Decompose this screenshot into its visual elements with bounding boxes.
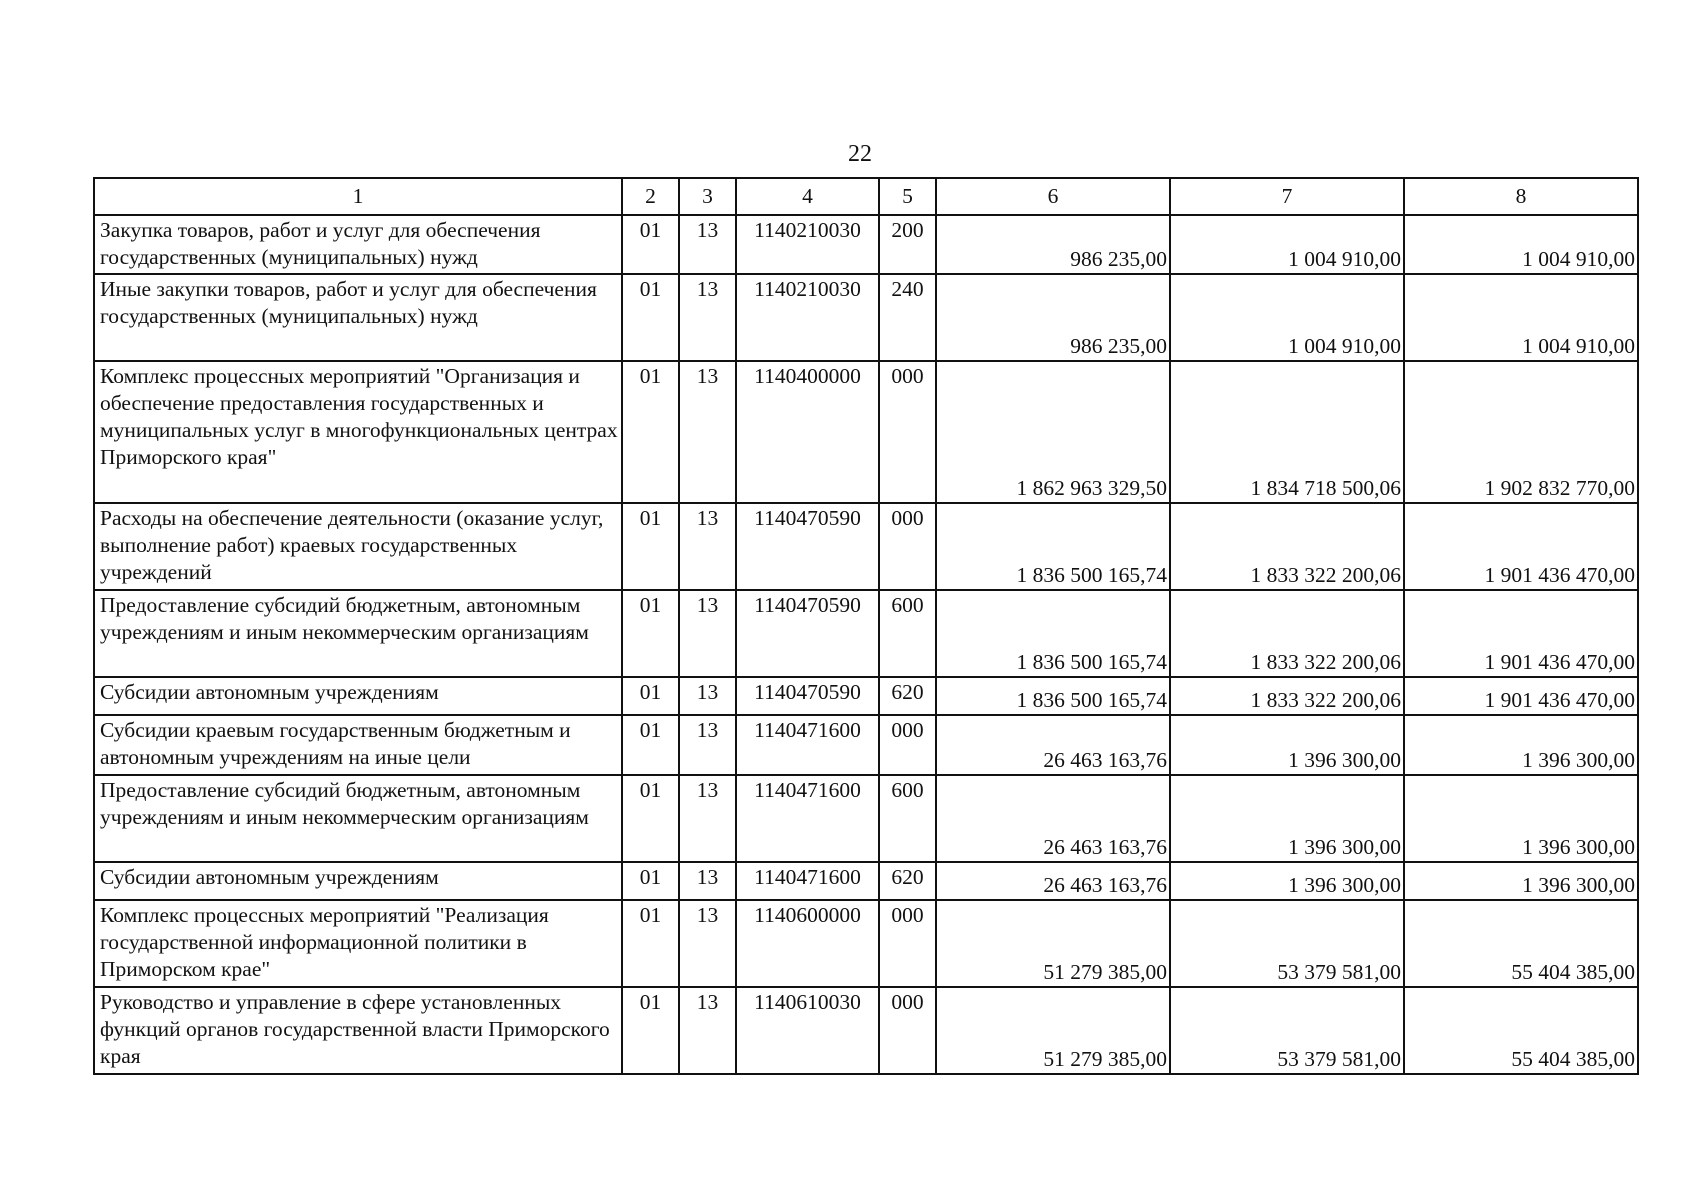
target-article-code: 1140470590: [736, 503, 879, 590]
expense-type-code: 000: [879, 503, 936, 590]
amount-col-8: 1 396 300,00: [1404, 715, 1638, 775]
amount-col-6: 26 463 163,76: [936, 715, 1170, 775]
page-number: 22: [848, 141, 872, 167]
expense-name: Предоставление субсидий бюджетным, автономным учреждениям и иным некоммерческим организациям: [94, 590, 622, 677]
section-code: 01: [622, 274, 679, 361]
expense-type-code: 600: [879, 775, 936, 862]
target-article-code: 1140470590: [736, 677, 879, 715]
amount-col-6: 51 279 385,00: [936, 900, 1170, 987]
amount-col-6: 986 235,00: [936, 215, 1170, 274]
table-row: [94, 215, 1638, 274]
subsection-code: 13: [679, 590, 736, 677]
column-header: 5: [879, 178, 936, 215]
table-row: [94, 775, 1638, 862]
subsection-code: 13: [679, 274, 736, 361]
amount-col-8: 55 404 385,00: [1404, 987, 1638, 1074]
column-header: 8: [1404, 178, 1638, 215]
amount-col-7: 53 379 581,00: [1170, 987, 1404, 1074]
table-header-row: [94, 178, 1638, 215]
amount-col-6: 1 836 500 165,74: [936, 590, 1170, 677]
expense-name: Субсидии краевым государственным бюджетным и автономным учреждениям на иные цели: [94, 715, 622, 775]
subsection-code: 13: [679, 677, 736, 715]
section-code: 01: [622, 900, 679, 987]
expense-name: Руководство и управление в сфере установленных функций органов государственной власти Приморского края: [94, 987, 622, 1074]
target-article-code: 1140610030: [736, 987, 879, 1074]
expense-name: Предоставление субсидий бюджетным, автономным учреждениям и иным некоммерческим организациям: [94, 775, 622, 862]
expense-name: Расходы на обеспечение деятельности (оказание услуг, выполнение работ) краевых государственных учреждений: [94, 503, 622, 590]
expense-type-code: 000: [879, 900, 936, 987]
expense-name: Иные закупки товаров, работ и услуг для обеспечения государственных (муниципальных) нужд: [94, 274, 622, 361]
column-header: 3: [679, 178, 736, 215]
section-code: 01: [622, 215, 679, 274]
amount-col-7: 1 833 322 200,06: [1170, 590, 1404, 677]
subsection-code: 13: [679, 987, 736, 1074]
amount-col-8: 1 004 910,00: [1404, 274, 1638, 361]
section-code: 01: [622, 715, 679, 775]
target-article-code: 1140600000: [736, 900, 879, 987]
target-article-code: 1140471600: [736, 715, 879, 775]
amount-col-7: 1 396 300,00: [1170, 862, 1404, 900]
table-row: [94, 677, 1638, 715]
table-row: [94, 590, 1638, 677]
table-row: [94, 503, 1638, 590]
section-code: 01: [622, 987, 679, 1074]
amount-col-6: 26 463 163,76: [936, 862, 1170, 900]
target-article-code: 1140471600: [736, 775, 879, 862]
amount-col-8: 1 396 300,00: [1404, 862, 1638, 900]
amount-col-6: 1 862 963 329,50: [936, 361, 1170, 503]
amount-col-8: 55 404 385,00: [1404, 900, 1638, 987]
amount-col-7: 1 004 910,00: [1170, 215, 1404, 274]
amount-col-7: 1 396 300,00: [1170, 775, 1404, 862]
section-code: 01: [622, 503, 679, 590]
expense-name: Субсидии автономным учреждениям: [94, 862, 622, 900]
amount-col-8: 1 901 436 470,00: [1404, 677, 1638, 715]
column-header: 4: [736, 178, 879, 215]
target-article-code: 1140400000: [736, 361, 879, 503]
subsection-code: 13: [679, 775, 736, 862]
amount-col-7: 1 833 322 200,06: [1170, 503, 1404, 590]
target-article-code: 1140210030: [736, 215, 879, 274]
subsection-code: 13: [679, 900, 736, 987]
table-row: [94, 862, 1638, 900]
column-header: 7: [1170, 178, 1404, 215]
amount-col-8: 1 396 300,00: [1404, 775, 1638, 862]
amount-col-8: 1 901 436 470,00: [1404, 503, 1638, 590]
amount-col-6: 26 463 163,76: [936, 775, 1170, 862]
amount-col-7: 1 833 322 200,06: [1170, 677, 1404, 715]
table-row: [94, 715, 1638, 775]
amount-col-6: 1 836 500 165,74: [936, 503, 1170, 590]
section-code: 01: [622, 775, 679, 862]
amount-col-7: 1 004 910,00: [1170, 274, 1404, 361]
budget-table: [93, 177, 1639, 1075]
amount-col-8: 1 902 832 770,00: [1404, 361, 1638, 503]
subsection-code: 13: [679, 715, 736, 775]
subsection-code: 13: [679, 215, 736, 274]
amount-col-8: 1 004 910,00: [1404, 215, 1638, 274]
expense-name: Субсидии автономным учреждениям: [94, 677, 622, 715]
section-code: 01: [622, 361, 679, 503]
subsection-code: 13: [679, 503, 736, 590]
subsection-code: 13: [679, 361, 736, 503]
target-article-code: 1140471600: [736, 862, 879, 900]
section-code: 01: [622, 862, 679, 900]
expense-type-code: 000: [879, 361, 936, 503]
expense-type-code: 620: [879, 862, 936, 900]
expense-type-code: 240: [879, 274, 936, 361]
column-header: 1: [94, 178, 622, 215]
amount-col-7: 53 379 581,00: [1170, 900, 1404, 987]
section-code: 01: [622, 677, 679, 715]
subsection-code: 13: [679, 862, 736, 900]
expense-type-code: 600: [879, 590, 936, 677]
amount-col-6: 51 279 385,00: [936, 987, 1170, 1074]
expense-name: Закупка товаров, работ и услуг для обеспечения государственных (муниципальных) нужд: [94, 215, 622, 274]
expense-name: Комплекс процессных мероприятий "Организация и обеспечение предоставления государственных и муниципальных услуг в многофункциональных центрах Приморского края": [94, 361, 622, 503]
target-article-code: 1140470590: [736, 590, 879, 677]
amount-col-6: 1 836 500 165,74: [936, 677, 1170, 715]
amount-col-8: 1 901 436 470,00: [1404, 590, 1638, 677]
column-header: 2: [622, 178, 679, 215]
table-row: [94, 987, 1638, 1074]
amount-col-7: 1 834 718 500,06: [1170, 361, 1404, 503]
amount-col-6: 986 235,00: [936, 274, 1170, 361]
table-row: [94, 361, 1638, 503]
expense-type-code: 620: [879, 677, 936, 715]
section-code: 01: [622, 590, 679, 677]
expense-type-code: 000: [879, 715, 936, 775]
column-header: 6: [936, 178, 1170, 215]
expense-type-code: 200: [879, 215, 936, 274]
expense-type-code: 000: [879, 987, 936, 1074]
table-row: [94, 900, 1638, 987]
amount-col-7: 1 396 300,00: [1170, 715, 1404, 775]
expense-name: Комплекс процессных мероприятий "Реализация государственной информационной политики в Приморском крае": [94, 900, 622, 987]
target-article-code: 1140210030: [736, 274, 879, 361]
table-row: [94, 274, 1638, 361]
